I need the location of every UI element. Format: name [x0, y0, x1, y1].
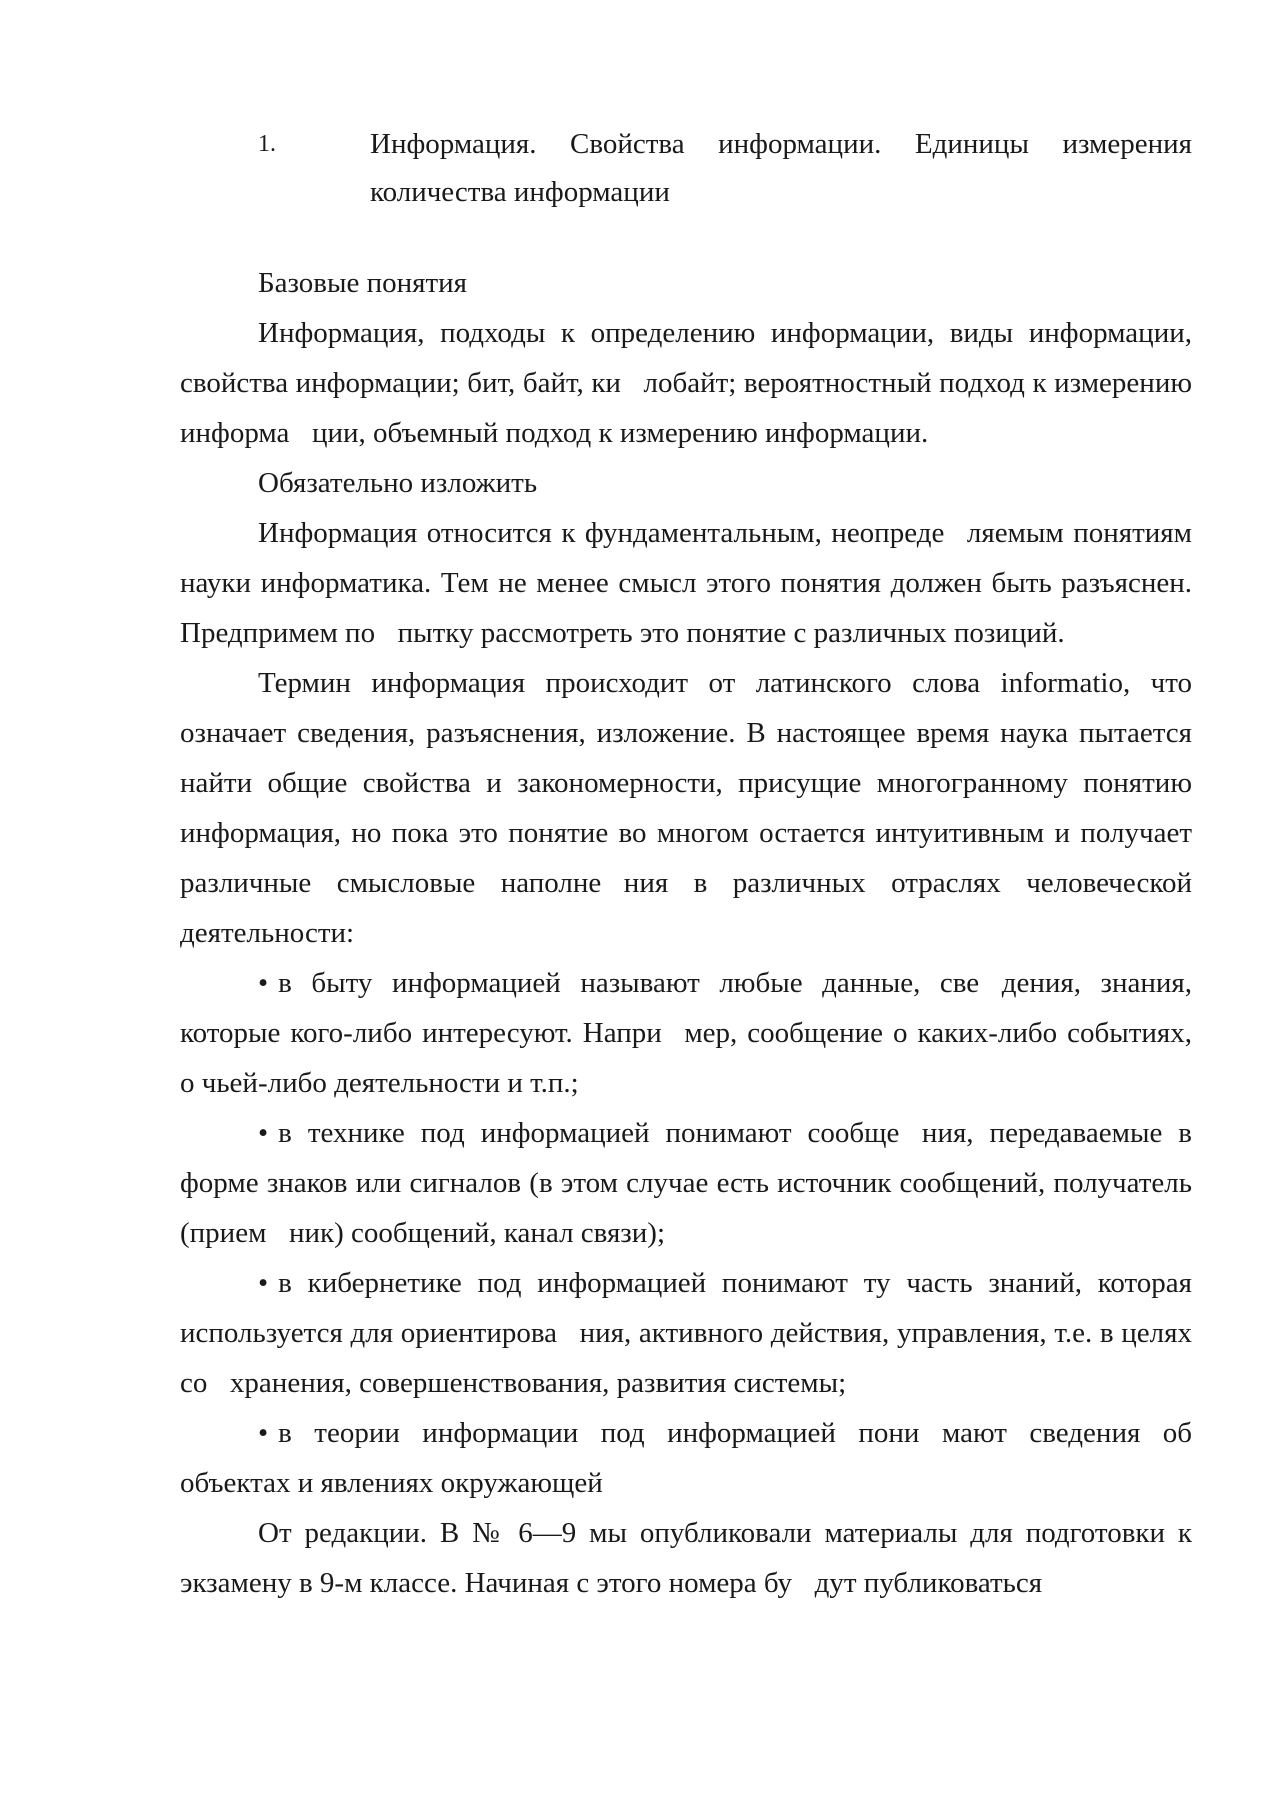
section-title-basics: Базовые понятия — [258, 267, 468, 299]
editorial-note: От редакции. В № 6—9 мы опубликовали материалы для подготовки к экзамену в 9-м классе. Начиная с этого номера бу дут публиковаться — [180, 1517, 1192, 1599]
paragraph-definition: Информация относится к фундаментальным, неопреде ляемым понятиям науки информатика. Тем не менее смысл этого понятия должен быть разъяснен. Предпримем по пытку рассмотреть это понятие с различных позиций. — [180, 517, 1192, 649]
section-title-required: Обязательно изложить — [258, 467, 538, 499]
bullet-text: в кибернетике под информацией понимают ту часть знаний, которая используется для ориентирова ния, активного действия, управления, т.е. в целях со хранения, совершенствования, развития системы; — [180, 1267, 1192, 1399]
basics-paragraph: Информация, подходы к определению информации, виды информации, свойства информации; бит, байт, ки лобайт; вероятностный подход к измерению информа ции, объемный подход к измерению информации. — [180, 317, 1192, 449]
bullet-icon: • — [258, 1117, 269, 1149]
bullet-text: в быту информацией называют любые данные, све дения, знания, которые кого-либо интересуют. Напри мер, сообщение о каких-либо событиях, о чьей-либо деятельности и т.п.; — [180, 967, 1192, 1099]
bullet-item-cybernetics — [180, 1258, 1192, 1408]
bullet-text: в технике под информацией понимают сообще ния, передаваемые в форме знаков или сигналов (в этом случае есть источник сообщений, получатель (прием ник) сообщений, канал связи); — [180, 1117, 1192, 1249]
bullet-item-technology — [180, 1108, 1192, 1258]
heading-number: 1. — [258, 131, 276, 157]
heading-title: Информация. Свойства информации. Единицы измерения количества информации — [370, 128, 1192, 208]
bullet-item-information-theory — [180, 1408, 1192, 1508]
bullet-text: в теории информации под информацией пони мают сведения об объектах и явлениях окружающей — [180, 1417, 1192, 1499]
document-body — [180, 120, 1192, 1608]
bullet-icon: • — [258, 1417, 269, 1449]
chapter-heading — [180, 120, 1192, 216]
bullet-icon: • — [258, 967, 269, 999]
paragraph-term-origin: Термин информация происходит от латинского слова informatio, что означает сведения, разъяснения, изложение. В настоящее время наука пытается найти общие свойства и закономерности, присущие многогранному понятию информация, но пока это понятие во многом остается интуитивным и получает различные смысловые наполне ния в различных отраслях человеческой деятельности: — [180, 667, 1192, 949]
bullet-item-everyday — [180, 958, 1192, 1108]
bullet-icon: • — [258, 1267, 269, 1299]
